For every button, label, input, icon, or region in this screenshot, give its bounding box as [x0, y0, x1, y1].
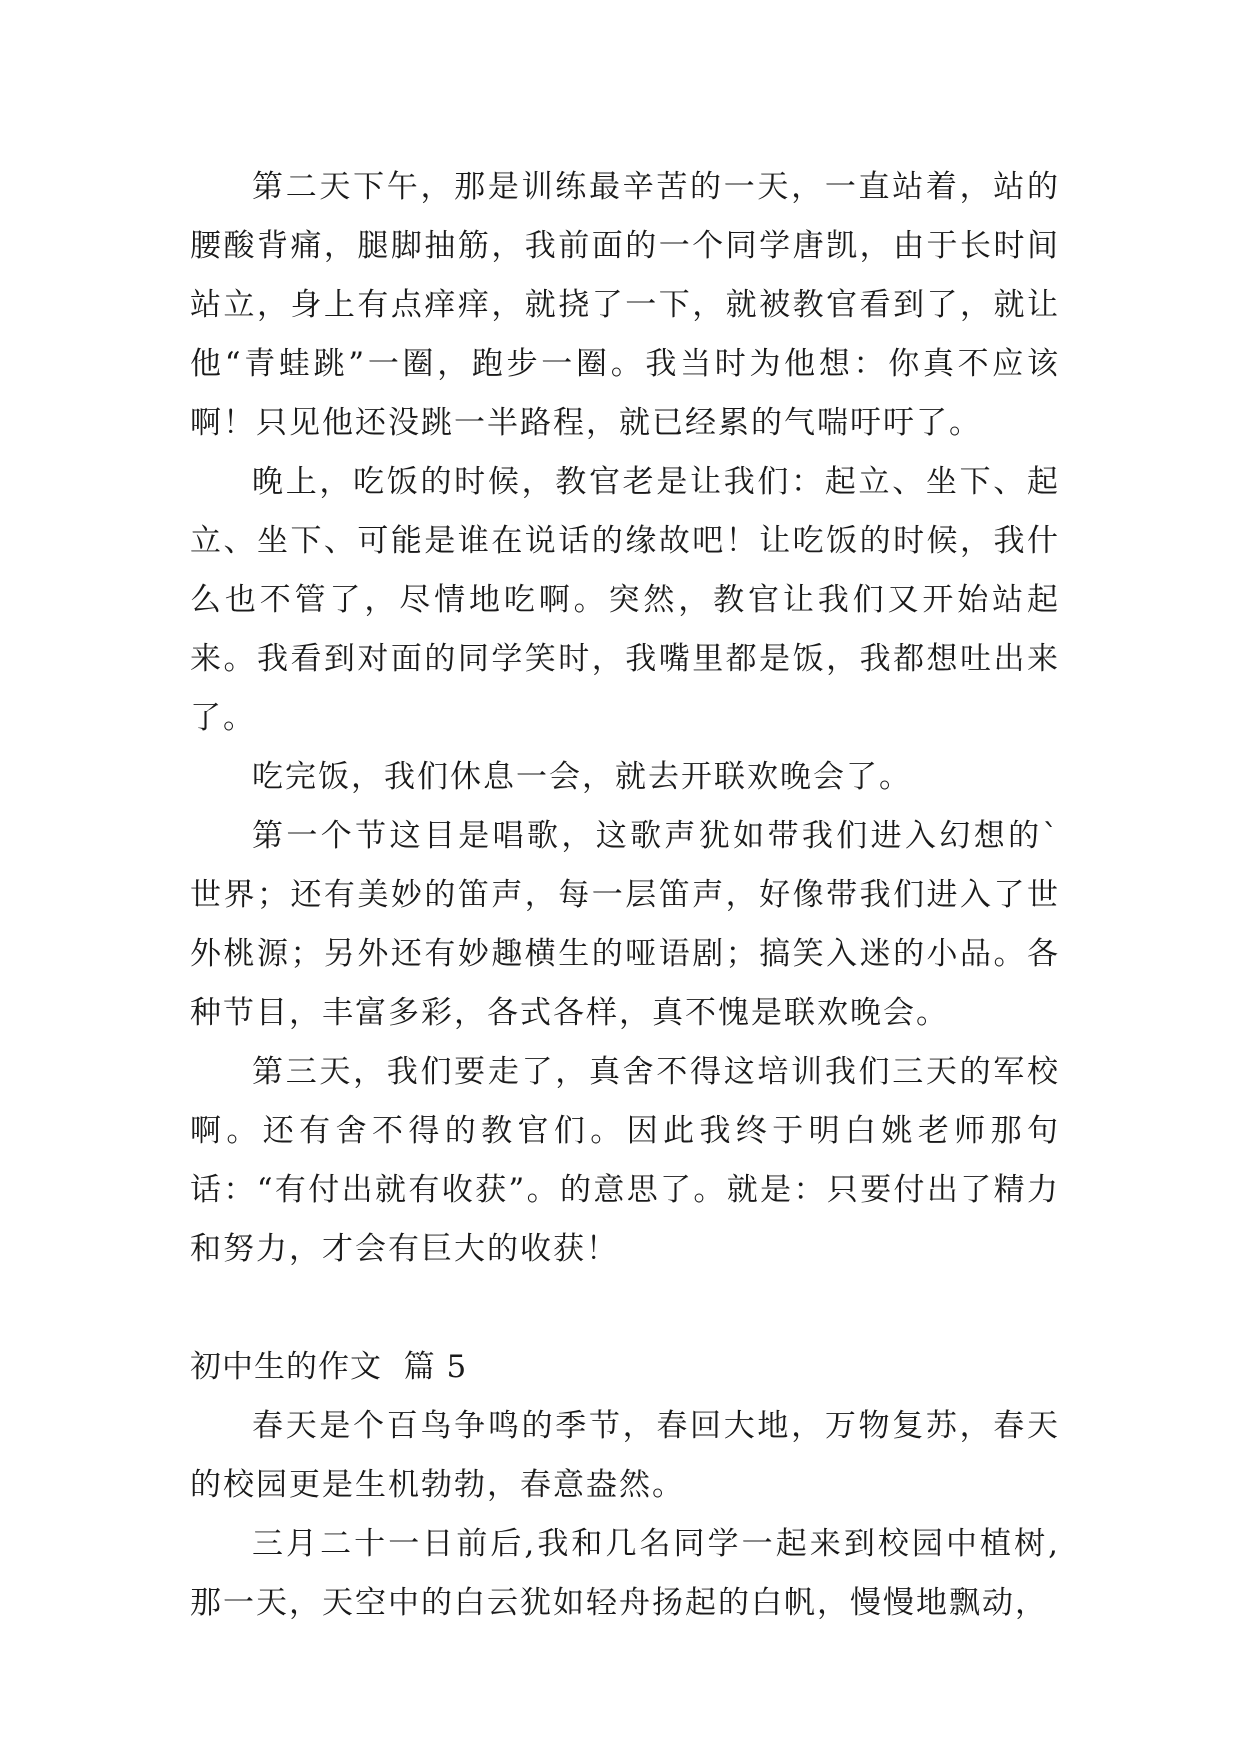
paragraph-day-three: 第三天，我们要走了，真舍不得这培训我们三天的军校啊。还有舍不得的教官们。因此我终于明白姚老师那句话：“有付出就有收获”。的意思了。就是：只要付出了精力和努力，才会有巨大的收获！: [190, 1054, 1060, 1267]
paragraph-spring: 春天是个百鸟争鸣的季节，春回大地，万物复苏，春天的校园更是生机勃勃，春意盎然。: [190, 1408, 1060, 1503]
paragraph-military-training-day-two: 第二天下午，那是训练最辛苦的一天，一直站着，站的腰酸背痛，腿脚抽筋，我前面的一个同学唐凯，由于长时间站立，身上有点痒痒，就挠了一下，就被教官看到了，就让他“青蛙跳”一圈，跑步一圈。我当时为他想：你真不应该啊！只见他还没跳一半路程，就已经累的气喘吁吁了。: [190, 169, 1060, 441]
paragraph-tree-planting: 三月二十一日前后,我和几名同学一起来到校园中植树,那一天，天空中的白云犹如轻舟扬起的白帆，慢慢地飘动，: [190, 1526, 1060, 1621]
paragraph-dinner: 晚上，吃饭的时候，教官老是让我们：起立、坐下、起立、坐下、可能是谁在说话的缘故吧！让吃饭的时候，我什么也不管了，尽情地吃啊。突然，教官让我们又开始站起来。我看到对面的同学笑时，我嘴里都是饭，我都想吐出来了。: [190, 464, 1060, 736]
paragraph-after-dinner: 吃完饭，我们休息一会，就去开联欢晚会了。: [252, 759, 912, 795]
paragraph-evening-party: 第一个节这目是唱歌，这歌声犹如带我们进入幻想的`世界；还有美妙的笛声，每一层笛声，好像带我们进入了世外桃源；另外还有妙趣横生的哑语剧；搞笑入迷的小品。各种节目，丰富多彩，各式各样，真不愧是联欢晚会。: [190, 818, 1060, 1031]
section-heading: 初中生的作文 篇 5: [190, 1349, 468, 1385]
document-body: [190, 158, 1060, 1633]
